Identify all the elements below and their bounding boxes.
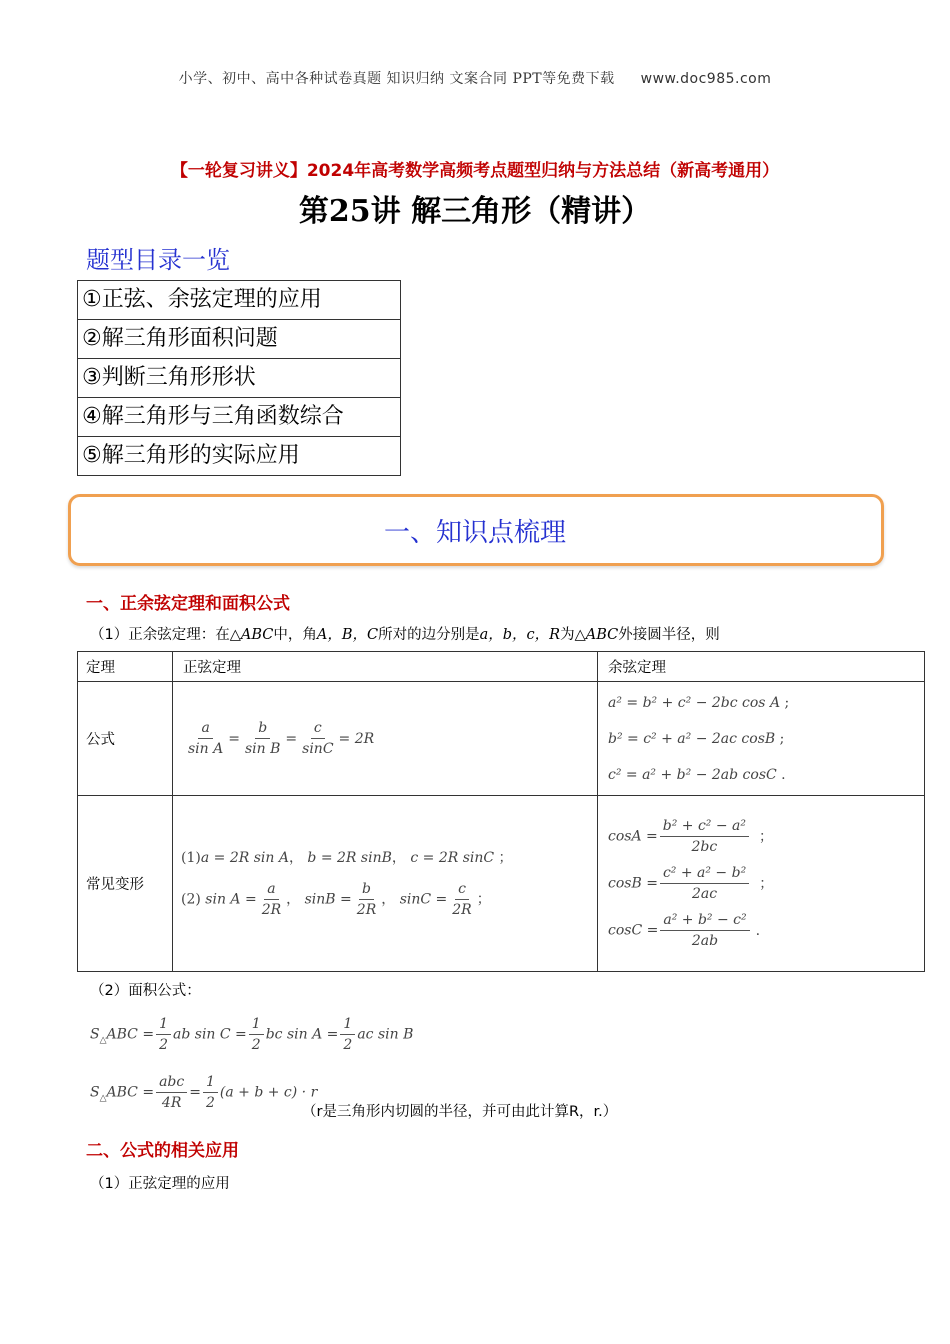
row-label-formula: 公式 bbox=[78, 682, 173, 796]
sine-variant-1: (1)a = 2R sin A， b = 2R sinB， c = 2R sinC ； bbox=[181, 850, 513, 866]
toc-heading: 题型目录一览 bbox=[86, 246, 230, 274]
row-label-variant: 常见变形 bbox=[78, 796, 173, 972]
toc-item: ⑤解三角形的实际应用 bbox=[78, 437, 401, 476]
intro-angles: A，B，C bbox=[316, 627, 379, 643]
intro-abc-2: ABC bbox=[585, 627, 619, 643]
intro-mid: 中，角 bbox=[273, 627, 317, 643]
cos-variant-a: cosA = $\frac{\text{b² + c² − a²}}{2bc}$ ； bbox=[608, 818, 773, 855]
area-formula-1: $S_\triangle ABC$ = $\frac{1}{2}$ ab sin C = $\frac{1}{2}$ bc sin A = $\frac{1}{2}$ ac sin B bbox=[90, 1016, 414, 1053]
cos-formula-b: b² = c² + a² − 2ac cosB ; bbox=[608, 730, 785, 747]
series-title: 【一轮复习讲义】2024年高考数学高频考点题型归纳与方法总结（新高考通用） bbox=[170, 161, 780, 181]
section-title: 一、知识点梳理 bbox=[383, 518, 566, 548]
site-banner-text: 小学、初中、高中各种试卷真题 知识归纳 文案合同 PPT等免费下载 bbox=[178, 71, 615, 87]
subsection-heading-2: 二、公式的相关应用 bbox=[86, 1141, 239, 1161]
toc-item: ③判断三角形形状 bbox=[78, 359, 401, 398]
intro-mid2: 所对的边分别是 bbox=[378, 627, 480, 643]
intro-suffix: 外接圆半径，则 bbox=[618, 627, 720, 643]
cos-variant-b: cosB = $\frac{\text{c² + a² − b²}}{2ac}$ ； bbox=[608, 865, 774, 902]
cos-formula-a: a² = b² + c² − 2bc cos A ; bbox=[608, 694, 790, 711]
sine-variant-2: (2) sin A = $\frac{a}{2R}$ ， sinB = $\frac{b}{2R}$ ， sinC = $\frac{c}{2R}$ ； bbox=[181, 881, 491, 918]
cosine-law-cell bbox=[598, 682, 925, 796]
toc-item: ①正弦、余弦定理的应用 bbox=[78, 281, 401, 320]
cos-formula-c: c² = a² + b² − 2ab cosC . bbox=[608, 766, 786, 783]
intro-sides: a，b，c，R bbox=[479, 627, 561, 643]
site-banner bbox=[0, 68, 950, 88]
area-formula-2: $S_\triangle ABC$ = $\frac{\text{abc}}{4R}$ = $\frac{1}{2}$ (a + b + c) · r bbox=[90, 1074, 318, 1111]
cos-variant-c: cosC = $\frac{\text{a² + b² − c²}}{2ab}$ . bbox=[608, 912, 761, 949]
sine-law-formula: $\frac{a}{\text{sin A}}$ = $\frac{b}{\text{sin B}}$ = $\frac{c}{\sin C}$ = 2R bbox=[188, 720, 375, 757]
intro-prefix: （1）正余弦定理：在△ bbox=[90, 627, 241, 643]
sine-law-cell bbox=[173, 682, 598, 796]
sine-variant-cell bbox=[173, 796, 598, 972]
toc-item: ④解三角形与三角函数综合 bbox=[78, 398, 401, 437]
toc-item: ②解三角形面积问题 bbox=[78, 320, 401, 359]
subsection-heading-1: 一、正余弦定理和面积公式 bbox=[86, 594, 290, 614]
toc-table bbox=[77, 280, 401, 476]
site-url[interactable]: www.doc985.com bbox=[640, 71, 772, 87]
header-cosine: 余弦定理 bbox=[598, 652, 925, 682]
lecture-title: 第25讲 解三角形（精讲） bbox=[298, 194, 652, 229]
sub2-item1: （1）正弦定理的应用 bbox=[90, 1176, 230, 1192]
area-label: （2）面积公式： bbox=[90, 983, 201, 999]
cosine-variant-cell bbox=[598, 796, 925, 972]
theorem-table bbox=[77, 651, 925, 972]
theorem-intro bbox=[90, 623, 720, 644]
header-theorem: 定理 bbox=[78, 652, 173, 682]
area-note: （r是三角形内切圆的半径，并可由此计算R，r.） bbox=[302, 1104, 618, 1120]
intro-abc: ABC bbox=[240, 627, 274, 643]
header-sine: 正弦定理 bbox=[173, 652, 598, 682]
intro-mid3: 为△ bbox=[560, 627, 586, 643]
